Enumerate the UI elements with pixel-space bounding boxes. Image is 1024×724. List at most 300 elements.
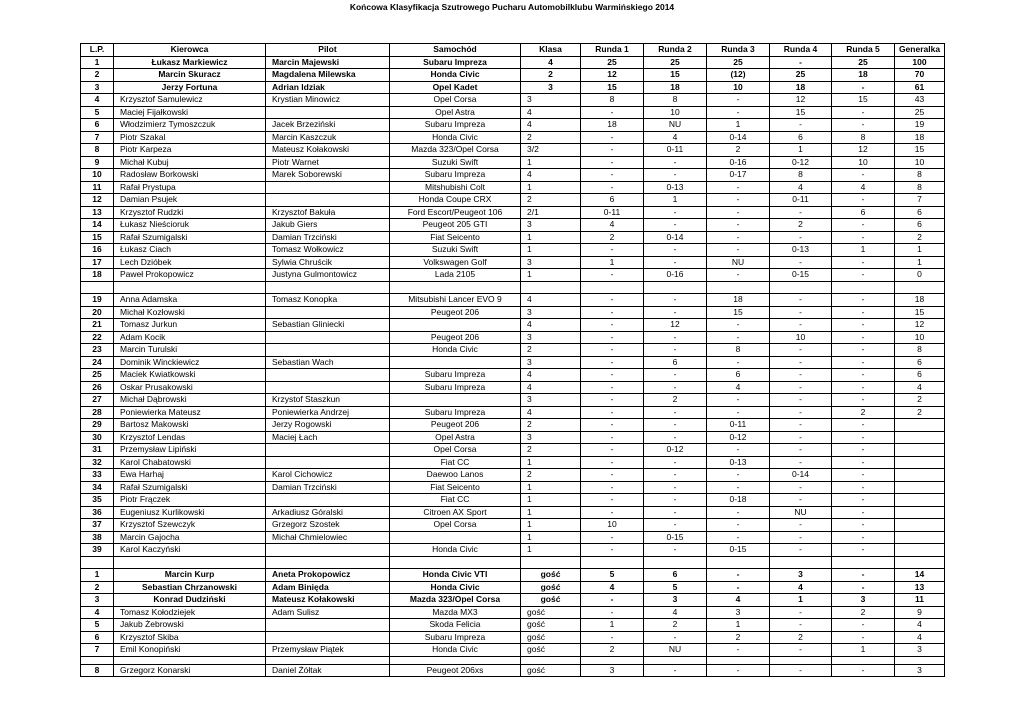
cell-class: 1 — [521, 481, 581, 494]
cell-class: 3 — [521, 94, 581, 107]
cell-driver: Bartosz Makowski — [114, 419, 266, 432]
cell-co-driver: Jerzy Rogowski — [266, 419, 390, 432]
cell-class: 3/2 — [521, 144, 581, 157]
cell-round-5: - — [832, 106, 895, 119]
cell-round-3: NU — [707, 256, 770, 269]
cell-round-2: - — [644, 256, 707, 269]
cell-total — [895, 481, 945, 494]
cell-round-5: - — [832, 581, 895, 594]
cell-round-3: (12) — [707, 69, 770, 82]
spacer-cell — [832, 656, 895, 664]
cell-total: 12 — [895, 319, 945, 332]
cell-total: 18 — [895, 131, 945, 144]
cell-driver: Krzysztof Skiba — [114, 631, 266, 644]
cell-round-5: - — [832, 444, 895, 457]
cell-round-2: - — [644, 544, 707, 557]
cell-round-3: 8 — [707, 344, 770, 357]
cell-round-4: - — [770, 406, 832, 419]
cell-round-1: - — [581, 106, 644, 119]
cell-round-4: 3 — [770, 569, 832, 582]
cell-round-3: 4 — [707, 594, 770, 607]
cell-round-1: 4 — [581, 581, 644, 594]
cell-class: 1 — [521, 269, 581, 282]
cell-round-2: 0-11 — [644, 144, 707, 157]
cell-round-2: - — [644, 456, 707, 469]
spacer-cell — [770, 281, 832, 294]
cell-driver: Marcin Skuracz — [114, 69, 266, 82]
cell-round-2: 0-14 — [644, 231, 707, 244]
cell-round-2: 2 — [644, 619, 707, 632]
cell-car: Peugeot 206xs — [390, 664, 521, 677]
cell-position: 13 — [81, 206, 114, 219]
cell-position: 23 — [81, 344, 114, 357]
cell-round-3: - — [707, 481, 770, 494]
cell-round-2: - — [644, 481, 707, 494]
table-row — [81, 619, 945, 632]
cell-car: Fiat CC — [390, 456, 521, 469]
table-row — [81, 544, 945, 557]
spacer-row — [81, 556, 945, 569]
cell-round-5: - — [832, 394, 895, 407]
cell-driver: Adam Kocik — [114, 331, 266, 344]
cell-round-4: - — [770, 544, 832, 557]
cell-position: 5 — [81, 619, 114, 632]
cell-class: 4 — [521, 169, 581, 182]
cell-round-2: - — [644, 169, 707, 182]
cell-round-4: - — [770, 481, 832, 494]
cell-total: 6 — [895, 219, 945, 232]
cell-total: 2 — [895, 406, 945, 419]
cell-total: 14 — [895, 569, 945, 582]
table-row — [81, 606, 945, 619]
cell-round-4: - — [770, 394, 832, 407]
cell-position: 31 — [81, 444, 114, 457]
cell-round-1: 10 — [581, 519, 644, 532]
cell-class: 3 — [521, 394, 581, 407]
cell-round-3: 25 — [707, 56, 770, 69]
cell-position: 17 — [81, 256, 114, 269]
cell-total: 4 — [895, 619, 945, 632]
cell-round-4: - — [770, 294, 832, 307]
table-row — [81, 219, 945, 232]
cell-class: gość — [521, 581, 581, 594]
cell-total: 15 — [895, 144, 945, 157]
cell-class: 3 — [521, 306, 581, 319]
cell-round-1: 4 — [581, 219, 644, 232]
cell-round-4: - — [770, 56, 832, 69]
cell-driver: Anna Adamska — [114, 294, 266, 307]
cell-co-driver: Daniel Żółtak — [266, 664, 390, 677]
cell-round-2: 0-12 — [644, 444, 707, 457]
cell-round-4: - — [770, 306, 832, 319]
cell-position: 15 — [81, 231, 114, 244]
cell-round-1: - — [581, 169, 644, 182]
cell-driver: Michał Kubuj — [114, 156, 266, 169]
cell-round-1: 15 — [581, 81, 644, 94]
cell-co-driver — [266, 344, 390, 357]
cell-round-2: 0-15 — [644, 531, 707, 544]
cell-position: 18 — [81, 269, 114, 282]
table-row — [81, 519, 945, 532]
cell-co-driver: Damian Trzciński — [266, 231, 390, 244]
cell-round-5: 3 — [832, 594, 895, 607]
cell-driver: Ewa Harhaj — [114, 469, 266, 482]
cell-round-3: 0-18 — [707, 494, 770, 507]
cell-co-driver: Damian Trzciński — [266, 481, 390, 494]
spacer-cell — [390, 556, 521, 569]
cell-round-1: - — [581, 469, 644, 482]
table-row — [81, 594, 945, 607]
cell-position: 16 — [81, 244, 114, 257]
cell-co-driver: Jakub Giers — [266, 219, 390, 232]
cell-co-driver — [266, 381, 390, 394]
cell-round-4: 0-15 — [770, 269, 832, 282]
header-co-driver: Pilot — [266, 44, 390, 57]
cell-class: gość — [521, 594, 581, 607]
cell-total: 2 — [895, 231, 945, 244]
cell-round-1: - — [581, 356, 644, 369]
cell-driver: Włodzimierz Tymoszczuk — [114, 119, 266, 132]
cell-co-driver — [266, 106, 390, 119]
cell-round-5: - — [832, 456, 895, 469]
cell-co-driver: Tomasz Wołkowicz — [266, 244, 390, 257]
cell-position: 5 — [81, 106, 114, 119]
spacer-row — [81, 656, 945, 664]
cell-co-driver — [266, 444, 390, 457]
cell-round-2: - — [644, 369, 707, 382]
table-row — [81, 294, 945, 307]
table-row — [81, 581, 945, 594]
cell-car: Mazda MX3 — [390, 606, 521, 619]
cell-round-3: 2 — [707, 631, 770, 644]
cell-round-5: - — [832, 231, 895, 244]
spacer-cell — [707, 281, 770, 294]
cell-total — [895, 544, 945, 557]
table-row — [81, 394, 945, 407]
cell-round-3: - — [707, 506, 770, 519]
cell-co-driver: Marcin Kaszczuk — [266, 131, 390, 144]
spacer-cell — [644, 656, 707, 664]
cell-round-3: 0-15 — [707, 544, 770, 557]
cell-round-5: 2 — [832, 406, 895, 419]
cell-position: 7 — [81, 131, 114, 144]
table-body — [81, 56, 945, 677]
cell-round-4: - — [770, 231, 832, 244]
header-driver: Kierowca — [114, 44, 266, 57]
cell-round-4: 15 — [770, 106, 832, 119]
header-row — [81, 44, 945, 57]
cell-total — [895, 469, 945, 482]
cell-class: 4 — [521, 369, 581, 382]
table-row — [81, 131, 945, 144]
cell-car: Subaru Impreza — [390, 369, 521, 382]
cell-total: 10 — [895, 331, 945, 344]
cell-round-2: 12 — [644, 319, 707, 332]
cell-position: 39 — [81, 544, 114, 557]
cell-round-4: 2 — [770, 219, 832, 232]
cell-round-4: 12 — [770, 94, 832, 107]
cell-round-5: - — [832, 306, 895, 319]
cell-round-1: 1 — [581, 256, 644, 269]
cell-driver: Krzysztof Szewczyk — [114, 519, 266, 532]
cell-class: 1 — [521, 456, 581, 469]
cell-car: Opel Corsa — [390, 444, 521, 457]
cell-total — [895, 456, 945, 469]
cell-round-2: - — [644, 506, 707, 519]
cell-co-driver — [266, 369, 390, 382]
cell-round-3: 1 — [707, 119, 770, 132]
cell-position: 6 — [81, 119, 114, 132]
cell-total: 11 — [895, 594, 945, 607]
cell-round-1: 0-11 — [581, 206, 644, 219]
cell-round-2: - — [644, 494, 707, 507]
cell-car: Honda Civic — [390, 69, 521, 82]
cell-round-4: - — [770, 606, 832, 619]
cell-co-driver: Jacek Brzeziński — [266, 119, 390, 132]
cell-total: 8 — [895, 181, 945, 194]
cell-round-2: - — [644, 294, 707, 307]
cell-round-3: 10 — [707, 81, 770, 94]
cell-driver: Michał Kozłowski — [114, 306, 266, 319]
cell-driver: Maciek Kwiatkowski — [114, 369, 266, 382]
cell-round-3: - — [707, 244, 770, 257]
cell-round-1: 6 — [581, 194, 644, 207]
cell-co-driver — [266, 544, 390, 557]
cell-round-5: 18 — [832, 69, 895, 82]
cell-round-2: - — [644, 419, 707, 432]
cell-round-3: 0-17 — [707, 169, 770, 182]
spacer-cell — [832, 556, 895, 569]
cell-round-4: - — [770, 664, 832, 677]
cell-round-3: - — [707, 106, 770, 119]
cell-co-driver: Karol Cichowicz — [266, 469, 390, 482]
cell-position: 25 — [81, 369, 114, 382]
cell-car — [390, 531, 521, 544]
cell-round-2: 25 — [644, 56, 707, 69]
cell-round-1: 25 — [581, 56, 644, 69]
cell-class: 1 — [521, 544, 581, 557]
cell-driver: Tomasz Kołodziejek — [114, 606, 266, 619]
cell-driver: Karol Chabatowski — [114, 456, 266, 469]
spacer-cell — [521, 556, 581, 569]
cell-round-1: - — [581, 369, 644, 382]
cell-round-1: - — [581, 306, 644, 319]
cell-round-5: - — [832, 169, 895, 182]
cell-round-3: - — [707, 331, 770, 344]
header-round-3: Runda 3 — [707, 44, 770, 57]
cell-driver: Poniewierka Mateusz — [114, 406, 266, 419]
cell-driver: Marcin Kurp — [114, 569, 266, 582]
cell-car: Mitsubishi Lancer EVO 9 — [390, 294, 521, 307]
cell-driver: Piotr Szakal — [114, 131, 266, 144]
spacer-cell — [81, 556, 114, 569]
cell-total — [895, 494, 945, 507]
cell-round-4: - — [770, 644, 832, 657]
cell-driver: Rafał Prystupa — [114, 181, 266, 194]
cell-position: 10 — [81, 169, 114, 182]
cell-round-1: 5 — [581, 569, 644, 582]
cell-class: gość — [521, 644, 581, 657]
cell-position: 4 — [81, 94, 114, 107]
cell-round-4: 4 — [770, 181, 832, 194]
cell-round-1: - — [581, 594, 644, 607]
cell-driver: Damian Psujek — [114, 194, 266, 207]
table-row — [81, 431, 945, 444]
cell-driver: Dominik Winckiewicz — [114, 356, 266, 369]
cell-driver: Lech Dzióbek — [114, 256, 266, 269]
cell-round-5: - — [832, 81, 895, 94]
cell-round-3: - — [707, 581, 770, 594]
cell-round-3: - — [707, 194, 770, 207]
cell-round-1: - — [581, 544, 644, 557]
cell-total — [895, 419, 945, 432]
cell-round-1: - — [581, 394, 644, 407]
cell-position: 30 — [81, 431, 114, 444]
table-row — [81, 256, 945, 269]
header-total: Generalka — [895, 44, 945, 57]
cell-car: Daewoo Lanos — [390, 469, 521, 482]
cell-class: 2 — [521, 194, 581, 207]
cell-car: Opel Astra — [390, 106, 521, 119]
cell-round-2: - — [644, 519, 707, 532]
spacer-cell — [114, 281, 266, 294]
cell-round-2: 4 — [644, 131, 707, 144]
cell-co-driver: Krzystof Staszkun — [266, 394, 390, 407]
cell-co-driver — [266, 619, 390, 632]
cell-round-3: 0-16 — [707, 156, 770, 169]
cell-car: Suzuki Swift — [390, 156, 521, 169]
cell-round-2: - — [644, 306, 707, 319]
cell-car — [390, 394, 521, 407]
cell-total: 2 — [895, 394, 945, 407]
cell-driver: Maciej Fijałkowski — [114, 106, 266, 119]
cell-round-1: - — [581, 406, 644, 419]
cell-car: Opel Corsa — [390, 94, 521, 107]
cell-round-2: NU — [644, 119, 707, 132]
cell-round-1: - — [581, 244, 644, 257]
cell-round-5: - — [832, 419, 895, 432]
cell-round-2: - — [644, 664, 707, 677]
cell-round-3: 1 — [707, 619, 770, 632]
cell-position: 3 — [81, 81, 114, 94]
cell-round-2: 4 — [644, 606, 707, 619]
cell-driver: Łukasz Nieścioruk — [114, 219, 266, 232]
cell-position: 33 — [81, 469, 114, 482]
cell-round-4: 0-11 — [770, 194, 832, 207]
header-round-1: Runda 1 — [581, 44, 644, 57]
table-row — [81, 419, 945, 432]
cell-round-5: 4 — [832, 181, 895, 194]
cell-co-driver — [266, 456, 390, 469]
cell-round-5: - — [832, 506, 895, 519]
cell-round-1: - — [581, 381, 644, 394]
spacer-row — [81, 281, 945, 294]
cell-position: 32 — [81, 456, 114, 469]
cell-round-4: - — [770, 381, 832, 394]
table-row — [81, 344, 945, 357]
cell-class: 1 — [521, 244, 581, 257]
cell-position: 36 — [81, 506, 114, 519]
cell-round-4: 8 — [770, 169, 832, 182]
table-row — [81, 106, 945, 119]
cell-co-driver: Mateusz Kołakowski — [266, 594, 390, 607]
cell-round-4: - — [770, 256, 832, 269]
table-row — [81, 119, 945, 132]
cell-round-1: 3 — [581, 664, 644, 677]
cell-round-5: 6 — [832, 206, 895, 219]
cell-co-driver: Marek Soborewski — [266, 169, 390, 182]
table-row — [81, 306, 945, 319]
cell-round-1: 2 — [581, 231, 644, 244]
cell-driver: Tomasz Jurkun — [114, 319, 266, 332]
cell-driver: Piotr Karpeza — [114, 144, 266, 157]
cell-class: 4 — [521, 381, 581, 394]
cell-round-3: - — [707, 269, 770, 282]
cell-round-1: - — [581, 481, 644, 494]
spacer-cell — [644, 281, 707, 294]
cell-class: 1 — [521, 519, 581, 532]
cell-round-1: - — [581, 331, 644, 344]
cell-round-2: - — [644, 344, 707, 357]
cell-position: 20 — [81, 306, 114, 319]
table-row — [81, 181, 945, 194]
cell-round-2: - — [644, 631, 707, 644]
table-row — [81, 494, 945, 507]
spacer-cell — [266, 656, 390, 664]
cell-class: 2 — [521, 419, 581, 432]
cell-car: Peugeot 206 — [390, 419, 521, 432]
cell-round-5: - — [832, 531, 895, 544]
cell-round-2: 15 — [644, 69, 707, 82]
table-row — [81, 481, 945, 494]
cell-co-driver — [266, 181, 390, 194]
cell-car: Volkswagen Golf — [390, 256, 521, 269]
cell-car: Peugeot 206 — [390, 306, 521, 319]
cell-round-3: - — [707, 394, 770, 407]
cell-round-2: - — [644, 431, 707, 444]
cell-class: 3 — [521, 81, 581, 94]
cell-driver: Konrad Dudziński — [114, 594, 266, 607]
cell-round-1: - — [581, 131, 644, 144]
spacer-cell — [390, 281, 521, 294]
cell-total — [895, 531, 945, 544]
cell-co-driver: Krzysztof Bakuła — [266, 206, 390, 219]
cell-round-3: 0-13 — [707, 456, 770, 469]
cell-round-1: 12 — [581, 69, 644, 82]
cell-round-2: 6 — [644, 356, 707, 369]
table-row — [81, 369, 945, 382]
header-round-5: Runda 5 — [832, 44, 895, 57]
cell-total: 6 — [895, 356, 945, 369]
cell-driver: Krzysztof Lendas — [114, 431, 266, 444]
table-row — [81, 194, 945, 207]
cell-position: 38 — [81, 531, 114, 544]
cell-car: Honda Civic — [390, 644, 521, 657]
table-row — [81, 144, 945, 157]
cell-total: 4 — [895, 631, 945, 644]
cell-co-driver: Mateusz Kołakowski — [266, 144, 390, 157]
cell-co-driver: Marcin Majewski — [266, 56, 390, 69]
cell-round-4: 10 — [770, 331, 832, 344]
cell-car: Lada 2105 — [390, 269, 521, 282]
cell-round-3: 0-11 — [707, 419, 770, 432]
cell-total: 61 — [895, 81, 945, 94]
cell-round-3: - — [707, 356, 770, 369]
cell-round-4: - — [770, 531, 832, 544]
cell-position: 6 — [81, 631, 114, 644]
cell-round-4: - — [770, 206, 832, 219]
table-row — [81, 94, 945, 107]
